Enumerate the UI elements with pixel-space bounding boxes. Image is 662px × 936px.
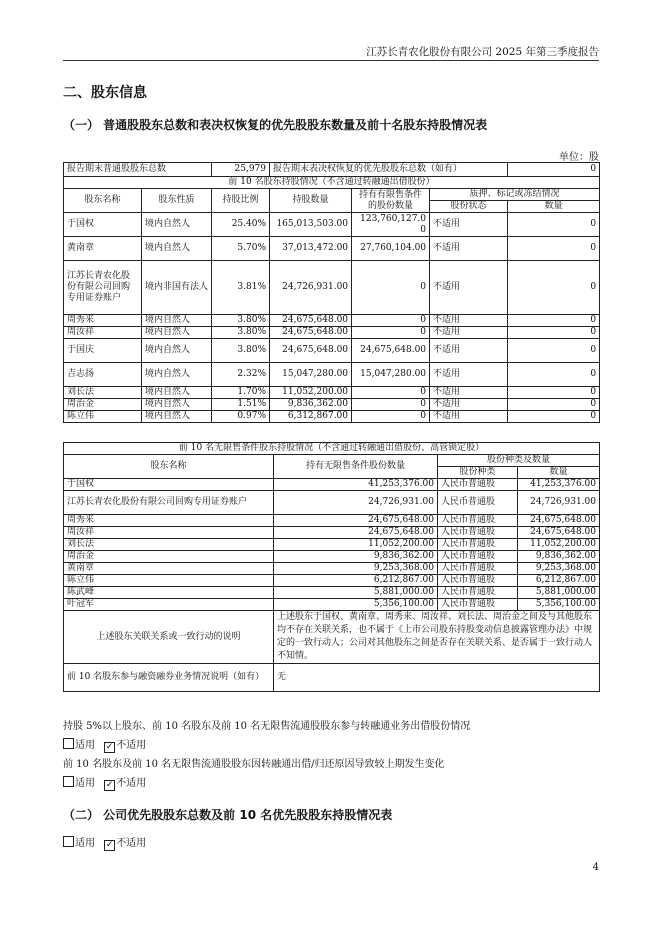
cell-name: 吉志扬 bbox=[64, 363, 142, 387]
label-applicable-2: 适用 bbox=[75, 778, 95, 789]
cell-nature: 境内自然人 bbox=[142, 237, 212, 261]
cell-qty: 24,726,931.00 bbox=[270, 261, 352, 315]
cell-name: 周汝祥 bbox=[64, 527, 274, 539]
cell-restricted: 27,760,104.00 bbox=[352, 237, 430, 261]
cell-name: 于国权 bbox=[64, 213, 142, 237]
cell-restricted: 0 bbox=[352, 261, 430, 315]
table-row bbox=[64, 411, 600, 423]
checkbox-not-applicable-2-checked-icon[interactable]: ✓ bbox=[105, 780, 114, 790]
unit-label: 单位：股 bbox=[559, 152, 599, 163]
checkbox-not-applicable-3-checked-icon[interactable]: ✓ bbox=[105, 840, 114, 850]
cell-qty: 11,052,200.00 bbox=[270, 387, 352, 399]
cell-nature: 境内自然人 bbox=[142, 339, 212, 363]
cell-nature: 境内非国有法人 bbox=[142, 261, 212, 315]
cell-qty: 9,836,362.00 bbox=[270, 399, 352, 411]
checkbox-applicable-2[interactable] bbox=[63, 776, 74, 787]
col-nature: 股东性质 bbox=[142, 189, 212, 213]
cell-qty: 24,675,648.00 bbox=[270, 315, 352, 327]
cell-restricted: 0 bbox=[352, 399, 430, 411]
cell-count: 9,836,362.00 bbox=[518, 551, 600, 563]
col-qty: 持股数量 bbox=[270, 189, 352, 213]
cell-name: 黄南章 bbox=[64, 237, 142, 261]
table-row bbox=[64, 213, 600, 237]
label-not-applicable-1: 不适用 bbox=[116, 740, 147, 751]
note-lending: 持股 5%以上股东、前 10 名股东及前 10 名无限售流通股股东参与转融通业务出借股份情况 bbox=[63, 721, 471, 732]
cell-count: 0 bbox=[508, 411, 600, 423]
cell-restricted: 0 bbox=[352, 315, 430, 327]
top10-shareholders-table bbox=[63, 162, 600, 423]
cell-qty: 9,836,362.00 bbox=[274, 551, 438, 563]
cell-count: 0 bbox=[508, 327, 600, 339]
cell-status: 不适用 bbox=[430, 387, 508, 399]
col-ratio: 持股比例 bbox=[212, 189, 270, 213]
table-row bbox=[64, 527, 600, 539]
cell-name: 叶冠军 bbox=[64, 599, 274, 611]
cell-name: 陈立伟 bbox=[64, 411, 142, 423]
cell-restricted: 24,675,648.00 bbox=[352, 339, 430, 363]
margin-text: 无 bbox=[274, 664, 600, 692]
option-row-2 bbox=[63, 774, 146, 791]
cell-ratio: 3.81% bbox=[212, 261, 270, 315]
common-holders-label: 报告期末普通股股东总数 bbox=[64, 163, 212, 177]
cell-name: 黄南章 bbox=[64, 563, 274, 575]
u-col-kind-group: 股份种类及数量 bbox=[438, 455, 600, 467]
pref-holders-value: 0 bbox=[508, 163, 600, 177]
label-applicable-3: 适用 bbox=[75, 838, 95, 849]
cell-kind: 人民币普通股 bbox=[438, 575, 518, 587]
cell-restricted: 15,047,280.00 bbox=[352, 363, 430, 387]
relation-text: 上述股东于国权、黄南章、周秀来、周汝祥、刘长法、周治金之间及与其他股东均不存在关联关系，也不属于《上市公司股东持股变动信息披露管理办法》中规定的一致行动人；公司对其他股东之间是否存在关联关系、是否属于一致行动人不知情。 bbox=[274, 611, 600, 664]
cell-name: 周汝祥 bbox=[64, 327, 142, 339]
cell-nature: 境内自然人 bbox=[142, 327, 212, 339]
table-row bbox=[64, 479, 600, 491]
cell-qty: 24,675,648.00 bbox=[270, 339, 352, 363]
table-row bbox=[64, 363, 600, 387]
cell-kind: 人民币普通股 bbox=[438, 515, 518, 527]
relation-label: 上述股东关联关系或一致行动的说明 bbox=[64, 611, 274, 664]
cell-qty: 41,253,376.00 bbox=[274, 479, 438, 491]
cell-count: 0 bbox=[508, 387, 600, 399]
cell-ratio: 25.40% bbox=[212, 213, 270, 237]
cell-name: 周秀来 bbox=[64, 515, 274, 527]
subsection-title-1: （一） 普通股股东总数和表决权恢复的优先股股东数量及前十名股东持股情况表 bbox=[63, 118, 488, 132]
cell-nature: 境内自然人 bbox=[142, 399, 212, 411]
unrestricted-shareholders-table bbox=[63, 442, 600, 692]
cell-restricted: 0 bbox=[352, 387, 430, 399]
cell-qty: 11,052,200.00 bbox=[274, 539, 438, 551]
header-divider bbox=[63, 60, 599, 61]
table-row bbox=[64, 237, 600, 261]
table-row bbox=[64, 575, 600, 587]
cell-count: 0 bbox=[508, 315, 600, 327]
cell-name: 于国庆 bbox=[64, 339, 142, 363]
cell-name: 江苏长青农化股份有限公司回购专用证券账户 bbox=[64, 261, 142, 315]
report-header: 江苏长青农化股份有限公司 2025 年第三季度报告 bbox=[366, 46, 599, 58]
cell-count: 11,052,200.00 bbox=[518, 539, 600, 551]
cell-ratio: 1.51% bbox=[212, 399, 270, 411]
cell-qty: 6,212,867.00 bbox=[274, 575, 438, 587]
cell-ratio: 3.80% bbox=[212, 339, 270, 363]
cell-kind: 人民币普通股 bbox=[438, 479, 518, 491]
cell-nature: 境内自然人 bbox=[142, 213, 212, 237]
common-holders-value: 25,979 bbox=[212, 163, 270, 177]
table-row bbox=[64, 261, 600, 315]
cell-qty: 24,675,648.00 bbox=[274, 515, 438, 527]
cell-status: 不适用 bbox=[430, 339, 508, 363]
cell-name: 周秀来 bbox=[64, 315, 142, 327]
label-applicable-1: 适用 bbox=[75, 740, 95, 751]
table-row bbox=[64, 491, 600, 515]
checkbox-applicable-1[interactable] bbox=[63, 738, 74, 749]
cell-qty: 15,047,280.00 bbox=[270, 363, 352, 387]
label-not-applicable-2: 不适用 bbox=[116, 778, 147, 789]
top10-caption: 前 10 名股东持股情况（不含通过转融通出借股份） bbox=[64, 177, 600, 189]
cell-kind: 人民币普通股 bbox=[438, 599, 518, 611]
cell-ratio: 0.97% bbox=[212, 411, 270, 423]
u-col-qty: 持有无限售条件股份数量 bbox=[274, 455, 438, 479]
table-row bbox=[64, 339, 600, 363]
col-pledge: 质押、标记或冻结情况 bbox=[430, 189, 600, 201]
note-change: 前 10 名股东及前 10 名无限售流通股股东因转融通出借/归还原因导致较上期发生变化 bbox=[63, 759, 445, 770]
cell-status: 不适用 bbox=[430, 411, 508, 423]
cell-count: 24,726,931.00 bbox=[518, 491, 600, 515]
cell-name: 陈立伟 bbox=[64, 575, 274, 587]
section-title: 二、股东信息 bbox=[63, 85, 147, 101]
option-row-3 bbox=[63, 834, 146, 851]
margin-label: 前 10 名股东参与融资融券业务情况说明（如有） bbox=[64, 664, 274, 692]
option-row-1 bbox=[63, 736, 146, 753]
cell-qty: 24,675,648.00 bbox=[274, 527, 438, 539]
cell-status: 不适用 bbox=[430, 363, 508, 387]
col-name: 股东名称 bbox=[64, 189, 142, 213]
cell-name: 江苏长青农化股份有限公司回购专用证券账户 bbox=[64, 491, 274, 515]
table-row bbox=[64, 599, 600, 611]
cell-name: 刘长法 bbox=[64, 539, 274, 551]
cell-qty: 5,881,000.00 bbox=[274, 587, 438, 599]
cell-ratio: 1.70% bbox=[212, 387, 270, 399]
cell-ratio: 5.70% bbox=[212, 237, 270, 261]
cell-status: 不适用 bbox=[430, 327, 508, 339]
cell-qty: 6,312,867.00 bbox=[270, 411, 352, 423]
table-row bbox=[64, 515, 600, 527]
page-number: 4 bbox=[592, 862, 599, 873]
cell-count: 6,212,867.00 bbox=[518, 575, 600, 587]
cell-qty: 37,013,472.00 bbox=[270, 237, 352, 261]
checkbox-not-applicable-1-checked-icon[interactable]: ✓ bbox=[105, 742, 114, 752]
col-count: 数量 bbox=[508, 201, 600, 213]
cell-ratio: 2.32% bbox=[212, 363, 270, 387]
unrestricted-caption: 前 10 名无限售条件股东持股情况（不含通过转融通出借股份、高管锁定股） bbox=[64, 443, 600, 455]
cell-status: 不适用 bbox=[430, 213, 508, 237]
u-col-kind: 股份种类 bbox=[438, 467, 518, 479]
u-col-count: 数量 bbox=[518, 467, 600, 479]
cell-name: 于国权 bbox=[64, 479, 274, 491]
table-row bbox=[64, 551, 600, 563]
cell-name: 周治金 bbox=[64, 399, 142, 411]
cell-count: 5,881,000.00 bbox=[518, 587, 600, 599]
cell-status: 不适用 bbox=[430, 237, 508, 261]
cell-count: 0 bbox=[508, 261, 600, 315]
cell-name: 陈武峰 bbox=[64, 587, 274, 599]
cell-count: 24,675,648.00 bbox=[518, 515, 600, 527]
cell-restricted: 123,760,127.00 bbox=[352, 213, 430, 237]
cell-count: 41,253,376.00 bbox=[518, 479, 600, 491]
cell-ratio: 3.80% bbox=[212, 315, 270, 327]
cell-count: 0 bbox=[508, 399, 600, 411]
cell-ratio: 3.80% bbox=[212, 327, 270, 339]
pref-holders-label: 报告期末表决权恢复的优先股股东总数（如有） bbox=[270, 163, 508, 177]
cell-kind: 人民币普通股 bbox=[438, 587, 518, 599]
table-row bbox=[64, 587, 600, 599]
table-row bbox=[64, 399, 600, 411]
col-status: 股份状态 bbox=[430, 201, 508, 213]
cell-kind: 人民币普通股 bbox=[438, 491, 518, 515]
cell-count: 0 bbox=[508, 237, 600, 261]
cell-kind: 人民币普通股 bbox=[438, 563, 518, 575]
cell-count: 24,675,648.00 bbox=[518, 527, 600, 539]
cell-status: 不适用 bbox=[430, 315, 508, 327]
cell-count: 0 bbox=[508, 213, 600, 237]
cell-nature: 境内自然人 bbox=[142, 411, 212, 423]
cell-status: 不适用 bbox=[430, 261, 508, 315]
cell-count: 5,356,100.00 bbox=[518, 599, 600, 611]
cell-count: 0 bbox=[508, 363, 600, 387]
table-row bbox=[64, 387, 600, 399]
cell-restricted: 0 bbox=[352, 327, 430, 339]
col-restricted: 持有有限售条件的股份数量 bbox=[352, 189, 430, 213]
u-col-name: 股东名称 bbox=[64, 455, 274, 479]
cell-nature: 境内自然人 bbox=[142, 363, 212, 387]
label-not-applicable-3: 不适用 bbox=[116, 838, 147, 849]
subsection-title-2: （二） 公司优先股股东总数及前 10 名优先股股东持股情况表 bbox=[63, 808, 393, 822]
table-row bbox=[64, 539, 600, 551]
table-row bbox=[64, 315, 600, 327]
cell-name: 刘长法 bbox=[64, 387, 142, 399]
checkbox-applicable-3[interactable] bbox=[63, 836, 74, 847]
cell-qty: 24,726,931.00 bbox=[274, 491, 438, 515]
cell-qty: 9,253,368.00 bbox=[274, 563, 438, 575]
cell-qty: 165,013,503.00 bbox=[270, 213, 352, 237]
cell-kind: 人民币普通股 bbox=[438, 527, 518, 539]
cell-status: 不适用 bbox=[430, 399, 508, 411]
cell-nature: 境内自然人 bbox=[142, 315, 212, 327]
cell-name: 周治金 bbox=[64, 551, 274, 563]
cell-restricted: 0 bbox=[352, 411, 430, 423]
cell-qty: 5,356,100.00 bbox=[274, 599, 438, 611]
cell-count: 0 bbox=[508, 339, 600, 363]
cell-nature: 境内自然人 bbox=[142, 387, 212, 399]
cell-qty: 24,675,648.00 bbox=[270, 327, 352, 339]
table-row bbox=[64, 327, 600, 339]
cell-kind: 人民币普通股 bbox=[438, 539, 518, 551]
cell-kind: 人民币普通股 bbox=[438, 551, 518, 563]
cell-count: 9,253,368.00 bbox=[518, 563, 600, 575]
table-row bbox=[64, 563, 600, 575]
